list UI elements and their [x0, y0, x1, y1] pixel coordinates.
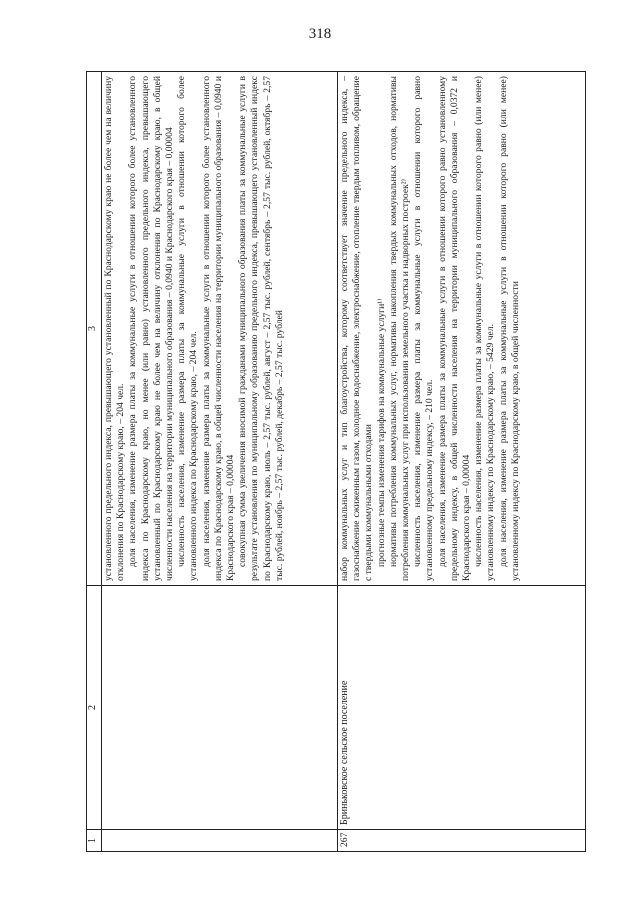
table-header-row: [87, 72, 102, 852]
row-description: [338, 72, 586, 586]
paragraph: установленного предельного индекса, превышающего установленный по Краснодарскому краю не более чем на величину отклонения по Краснодарскому краю, – 204 чел.: [103, 76, 127, 581]
paragraph: нормативы потребления коммунальных услуг, нормативы накопления твердых коммунальных отходов, нормативы потребления коммунальных услуг при использовании земельного участка и надворных построек²⁾: [387, 76, 412, 581]
page-number: 318: [308, 26, 332, 42]
table-row: [102, 72, 338, 852]
settlement-name: [102, 586, 338, 830]
row-description: [102, 72, 338, 586]
paragraph: доля населения, изменение размера платы за коммунальные услуги в отношении которого более установленного индекса по Краснодарскому краю, в общей численности населения на территории муниципального образования – 0,0940 и Краснодарского края – 0,00004: [200, 76, 237, 581]
rotated-table-area: [86, 72, 586, 852]
table-row: [338, 72, 586, 852]
paragraph: численность населения, изменение размера платы за коммунальные услуги в отношении которого равно установленному предельному индексу, – 210 чел.: [412, 76, 436, 581]
paragraph: совокупная сумма увеличения вносимой гражданами муниципального образования платы за коммунальные услуги в результате установления по муниципальному образованию предельного индекса, превышающего установленный индекс по Краснодарскому краю, июль – 2,57 тыс. рублей, август – 2,57 тыс. рублей, сентябрь – 2,57 тыс. рублей, октябрь – 2,57 тыс. рублей, ноябрь – 2,57 тыс. рублей, декабрь – 2,57 тыс. рублей: [237, 76, 285, 581]
rotated-table-container: [86, 72, 586, 852]
data-table: [86, 71, 586, 852]
paragraph: доля населения, изменение размера платы за коммунальные услуги в отношении которого равно установленному предельному индексу, в общей численности населения на территории муниципального образования – 0,0372 и Краснодарского края – 0,00004: [436, 76, 473, 581]
row-number: [102, 830, 338, 852]
header-col-3: 3: [87, 72, 102, 586]
header-col-1: 1: [87, 830, 102, 852]
paragraph: набор коммунальных услуг и тип благоустройства, которому соответствует значение предельного индекса, – газоснабжение сжиженным газом, холодное водоснабжение, электроснабжение, отопление твердым топливом, обращение с твердыми коммунальными отходами: [339, 76, 375, 581]
paragraph: численность населения, изменение размера платы за коммунальные услуги в отношении которого более установленного индекса по Краснодарскому краю, – 204 чел.: [176, 76, 200, 581]
settlement-name: Бриньковское сельское поселение: [338, 586, 586, 830]
paragraph: прогнозные темпы изменения тарифов на коммунальные услуги¹⁾: [375, 298, 387, 567]
paragraph: численность населения, изменение размера платы за коммунальные услуги в отношении которого равно (или менее) установленному индексу по Краснодарскому краю, – 5429 чел.: [473, 76, 497, 581]
row-number: 267: [338, 830, 586, 852]
header-col-2: 2: [87, 586, 102, 830]
paragraph: доля населения, изменение размера платы за коммунальные услуги в отношении которого более установленного индекса по Краснодарскому краю, но менее (или равно) установленного предельного индекса, превышающего установленный по Краснодарскому краю не более чем на величину отклонения по Краснодарскому краю, в общей численности населения на территории муниципального образования – 0,0940 и Краснодарского края – 0,00004: [127, 76, 176, 581]
paragraph: доля населения, изменение размера платы за коммунальные услуги в отношении которого равно (или менее) установленному индексу по Краснодарскому краю, в общей численности: [497, 76, 521, 581]
